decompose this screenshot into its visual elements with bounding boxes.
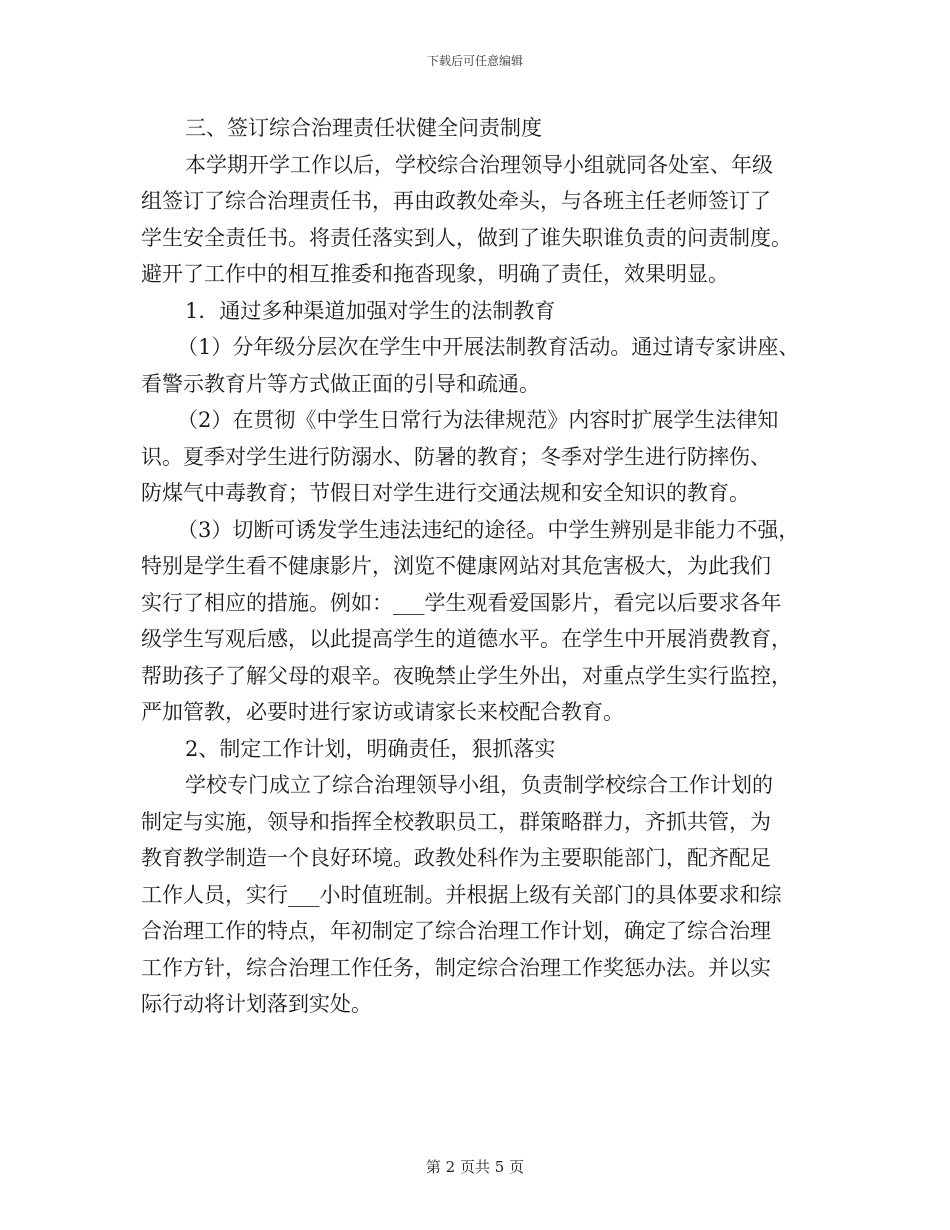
paragraph-line: 实行了相应的措施。例如：___学生观看爱国影片，看完以后要求各年 <box>141 590 782 615</box>
paragraph-line: （3）切断可诱发学生违法违纪的途径。中学生辨别是非能力不强， <box>177 517 800 542</box>
page-footer: 第 2 页共 5 页 <box>425 1158 525 1176</box>
subsection-heading: 1．通过多种渠道加强对学生的法制教育 <box>185 298 556 323</box>
paragraph-line: 际行动将计划落到实处。 <box>141 992 372 1016</box>
paragraph-line: 工作人员，实行___小时值班制。并根据上级有关部门的具体要求和综 <box>141 882 782 907</box>
subsection-heading: 2、制定工作计划，明确责任，狠抓落实 <box>185 736 556 761</box>
paragraph-line: 防煤气中毒教育；节假日对学生进行交通法规和安全知识的教育。 <box>141 481 750 505</box>
paragraph-line: 特别是学生看不健康影片，浏览不健康网站对其危害极大，为此我们 <box>141 554 771 578</box>
paragraph-line: 学校专门成立了综合治理领导小组，负责制学校综合工作计划的 <box>185 773 773 797</box>
paragraph-line: （1）分年级分层次在学生中开展法制教育活动。通过请专家讲座、 <box>177 335 800 359</box>
paragraph-line: 识。夏季对学生进行防溺水、防暑的教育；冬季对学生进行防摔伤、 <box>141 444 771 469</box>
paragraph-line: 学生安全责任书。将责任落实到人，做到了谁失职谁负责的问责制度。 <box>141 225 792 250</box>
document-body <box>141 110 831 1023</box>
paragraph-line: （2）在贯彻《中学生日常行为法律规范》内容时扩展学生法律知 <box>177 408 779 432</box>
paragraph-line: 制定与实施，领导和指挥全校教职员工，群策略群力，齐抓共管，为 <box>141 809 771 834</box>
paragraph-line: 避开了工作中的相互推委和拖沓现象，明确了责任，效果明显。 <box>141 262 729 286</box>
paragraph-line: 工作方针，综合治理工作任务，制定综合治理工作奖惩办法。并以实 <box>141 955 771 980</box>
paragraph-line: 组签订了综合治理责任书，再由政教处牵头，与各班主任老师签订了 <box>141 189 771 213</box>
paragraph-line: 教育教学制造一个良好环境。政教处科作为主要职能部门，配齐配足 <box>141 846 771 870</box>
paragraph-line: 合治理工作的特点，年初制定了综合治理工作计划，确定了综合治理 <box>141 919 771 943</box>
paragraph-line: 本学期开学工作以后，学校综合治理领导小组就同各处室、年级 <box>185 152 773 177</box>
paragraph-line: 看警示教育片等方式做正面的引导和疏通。 <box>141 371 540 396</box>
paragraph-line: 帮助孩子了解父母的艰辛。夜晚禁止学生外出，对重点学生实行监控， <box>141 663 792 688</box>
page-header: 下载后可任意编辑 <box>426 54 523 68</box>
paragraph-line: 级学生写观后感，以此提高学生的道德水平。在学生中开展消费教育， <box>141 627 792 651</box>
paragraph-line: 严加管教，必要时进行家访或请家长来校配合教育。 <box>141 700 624 724</box>
section-heading: 三、签订综合治理责任状健全问责制度 <box>185 116 542 140</box>
